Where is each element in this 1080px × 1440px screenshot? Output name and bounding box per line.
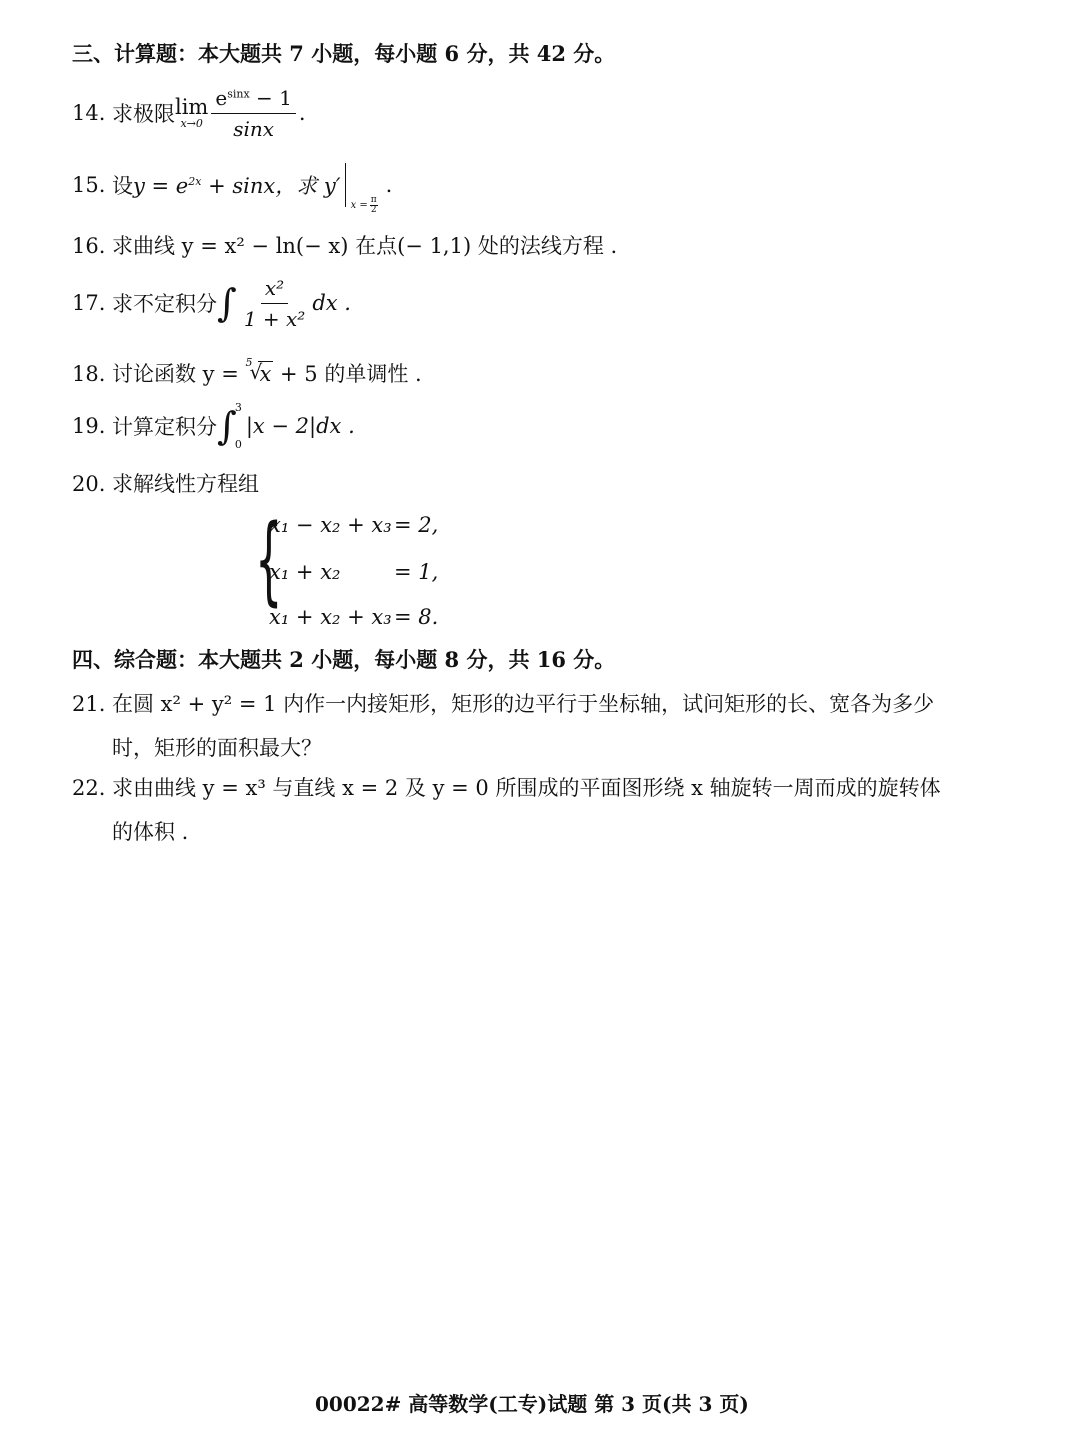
fraction-numerator: x² (261, 276, 288, 304)
question-22 (72, 772, 941, 802)
page-footer: 00022# 高等数学(工专)试题 第 3 页(共 3 页) (315, 1392, 749, 1416)
question-number: 17. (72, 291, 106, 315)
question-14 (72, 85, 306, 141)
question-16 (72, 230, 617, 260)
question-21 (72, 688, 934, 718)
question-text-before: 讨论函数 y = (112, 362, 246, 386)
period: . (298, 101, 306, 125)
question-text: 求解线性方程组 (112, 472, 259, 496)
section-3-heading: 三、计算题：本大题共 7 小题，每小题 6 分，共 42 分。 (72, 41, 616, 66)
integral-sign: ∫ (217, 281, 237, 325)
question-22-line2: 的体积 . (112, 820, 189, 844)
question-text: 求曲线 y = x² − ln(− x) 在点(− 1,1) 处的法线方程 . (112, 234, 618, 258)
section-4-heading: 四、综合题：本大题共 2 小题，每小题 8 分，共 16 分。 (72, 647, 616, 672)
question-number: 18. (72, 362, 106, 386)
evaluation-bar (345, 163, 386, 215)
question-number: 16. (72, 234, 106, 258)
question-text-line1: 求由曲线 y = x³ 与直线 x = 2 及 y = 0 所围成的平面图形绕 x 轴旋转一周而成的旋转体 (112, 776, 941, 800)
limit-operator: lim x→0 (175, 95, 209, 130)
question-number: 21. (72, 692, 106, 716)
integrand: |x − 2|dx . (245, 414, 355, 438)
question-number: 22. (72, 776, 106, 800)
left-brace: { (255, 504, 283, 616)
question-text: 计算定积分 (112, 415, 217, 439)
question-number: 14. (72, 101, 106, 125)
differential: dx . (312, 291, 351, 315)
question-21-line2: 时，矩形的面积最大？ (112, 736, 322, 760)
limit-fraction (211, 86, 296, 141)
integral-sign: ∫ (217, 404, 237, 448)
question-number: 20. (72, 472, 106, 496)
equation-row: x₁ + x₂ = 1, (269, 560, 439, 584)
question-number: 15. (72, 173, 106, 197)
fifth-root: 5 √ x (245, 356, 272, 386)
question-18 (72, 358, 422, 388)
integrand-fraction (240, 276, 310, 331)
upper-limit: 3 (234, 401, 242, 414)
lower-limit: 0 (234, 438, 242, 451)
question-text-line1: 在圆 x² + y² = 1 内作一内接矩形，矩形的边平行于坐标轴，试问矩形的长、宽各为多少 (112, 692, 935, 716)
equation-row: x₁ + x₂ + x₃ = 8. (269, 605, 439, 629)
question-number: 19. (72, 414, 106, 438)
question-17 (72, 272, 351, 334)
question-text: 设 (112, 174, 133, 198)
question-text-after: + 5 的单调性 . (273, 362, 422, 386)
question-19 (72, 400, 355, 452)
evaluation-point: x = $\frac{\pi}{2}$ (350, 195, 377, 215)
equation-row: x₁ − x₂ + x₃ = 2, (269, 513, 439, 537)
equation-system (255, 505, 475, 630)
integral-limits (235, 401, 242, 451)
fraction-denominator: 1 + x² (243, 306, 306, 331)
question-text: 求不定积分 (112, 292, 217, 316)
question-20 (72, 468, 259, 498)
fraction-numerator: $e^{sinx} - 1$ (211, 86, 296, 114)
question-15 (72, 160, 393, 215)
question-text: 求极限 (112, 102, 175, 126)
period: . (385, 173, 393, 197)
fraction-denominator: sinx (233, 116, 275, 141)
expression: $y = e^{2x} + \sin x$，求 y′ (133, 174, 341, 198)
